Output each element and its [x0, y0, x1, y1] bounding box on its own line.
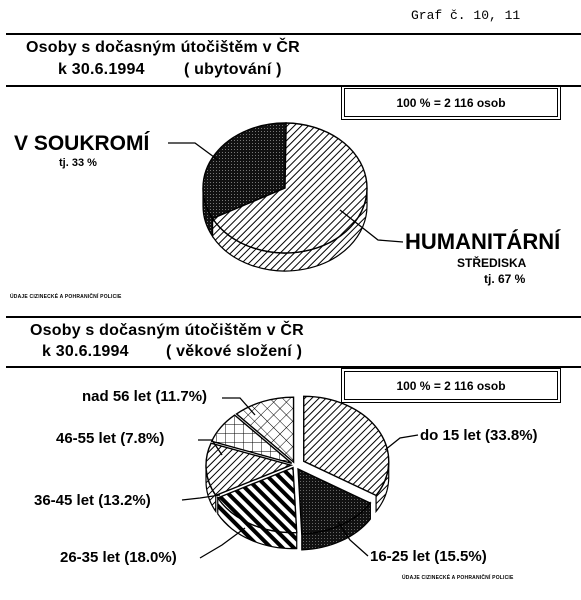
chart2-label-4: 46-55 let (7.8%) — [56, 430, 165, 447]
chart1-label-humanitarian-2: STŘEDISKA — [457, 256, 527, 270]
chart1-header — [6, 33, 581, 87]
chart1-sublabel-private: tj. 33 % — [59, 157, 97, 169]
chart1-title: Osoby s dočasným útočištěm v ČR — [26, 39, 300, 56]
chart1-total-box: 100 % = 2 116 osob — [344, 88, 558, 117]
chart2-label-3: 36-45 let (13.2%) — [34, 492, 151, 509]
chart2-total-box: 100 % = 2 116 osob — [344, 371, 558, 400]
chart2-label-2: 26-35 let (18.0%) — [60, 549, 177, 566]
chart1-leader-private — [168, 143, 218, 160]
chart1-label-humanitarian: HUMANITÁRNÍ — [405, 229, 561, 254]
chart2-title: Osoby s dočasným útočištěm v ČR — [30, 322, 304, 339]
chart2-leader-0 — [385, 435, 418, 450]
chart2-source: ÚDAJE CIZINECKÉ A POHRANIČNÍ POLICIE — [402, 575, 514, 581]
chart1-date: k 30.6.1994 — [58, 61, 145, 78]
chart1-sublabel-humanitarian: tj. 67 % — [484, 272, 526, 286]
chart1-subtitle: ( ubytování ) — [184, 61, 282, 78]
chart2-header — [6, 316, 581, 368]
chart2-subtitle: ( věkové složení ) — [166, 343, 303, 360]
page-label: Graf č. 10, 11 — [411, 8, 521, 23]
chart2-label-1: 16-25 let (15.5%) — [370, 548, 487, 565]
chart2-date: k 30.6.1994 — [42, 343, 129, 360]
chart1-label-private: V SOUKROMÍ — [14, 132, 150, 155]
chart2-label-5: nad 56 let (11.7%) — [82, 388, 208, 405]
chart2-label-0: do 15 let (33.8%) — [420, 427, 538, 444]
chart2-leader-2 — [200, 528, 245, 558]
chart1-source: ÚDAJE CIZINECKÉ A POHRANIČNÍ POLICIE — [10, 294, 122, 300]
